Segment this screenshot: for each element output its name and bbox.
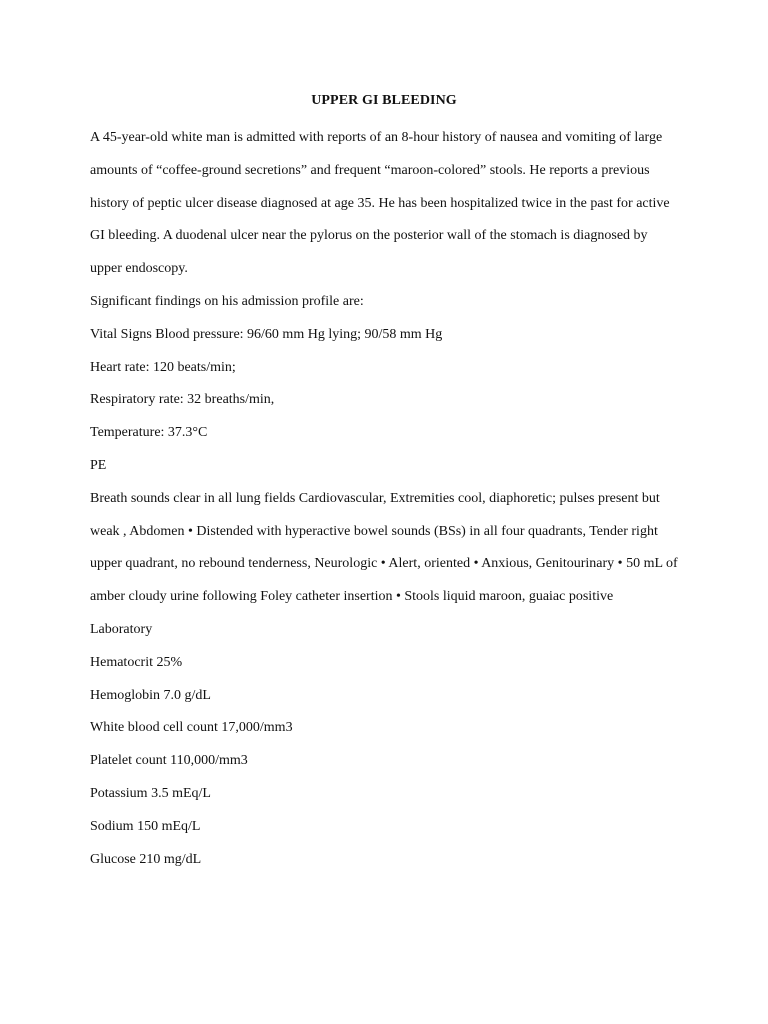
document-title: UPPER GI BLEEDING xyxy=(311,93,457,108)
lab-glucose: Glucose 210 mg/dL xyxy=(90,851,202,867)
lab-platelets: Platelet count 110,000/mm3 xyxy=(90,753,248,769)
vital-blood-pressure: Vital Signs Blood pressure: 96/60 mm Hg lying; 90/58 mm Hg xyxy=(90,326,443,342)
vital-respiratory-rate: Respiratory rate: 32 breaths/min, xyxy=(90,392,275,408)
case-intro-paragraph: A 45-year-old white man is admitted with reports of an 8-hour history of nausea and vomiting of large amounts of “coffee-ground secretions” and frequent “maroon-colored” stools. He reports a previous history of peptic ulcer disease diagnosed at age 35. He has been hospitalized twice in the past for active GI bleeding. A duodenal ulcer near the pylorus on the posterior wall of the stomach is diagnosed by upper endoscopy. xyxy=(90,130,670,277)
lab-hematocrit: Hematocrit 25% xyxy=(90,654,183,670)
findings-heading: Significant findings on his admission profile are: xyxy=(90,293,364,309)
vital-temperature: Temperature: 37.3°C xyxy=(90,425,208,441)
lab-potassium: Potassium 3.5 mEq/L xyxy=(90,785,211,801)
vital-heart-rate: Heart rate: 120 beats/min; xyxy=(90,359,236,375)
lab-hemoglobin: Hemoglobin 7.0 g/dL xyxy=(90,687,211,703)
lab-wbc: White blood cell count 17,000/mm3 xyxy=(90,720,293,736)
document-body xyxy=(90,122,682,876)
laboratory-heading: Laboratory xyxy=(90,621,153,637)
pe-paragraph: Breath sounds clear in all lung fields Cardiovascular, Extremities cool, diaphoretic; pulses present but weak , Abdomen • Distended with hyperactive bowel sounds (BSs) in all four quadrants, Tender right upper quadrant, no rebound tenderness, Neurologic • Alert, oriented • Anxious, Genitourinary • 50 mL of amber cloudy urine following Foley catheter insertion • Stools liquid maroon, guaiac positive xyxy=(90,490,678,605)
lab-sodium: Sodium 150 mEq/L xyxy=(90,818,201,834)
pe-heading: PE xyxy=(90,457,107,473)
